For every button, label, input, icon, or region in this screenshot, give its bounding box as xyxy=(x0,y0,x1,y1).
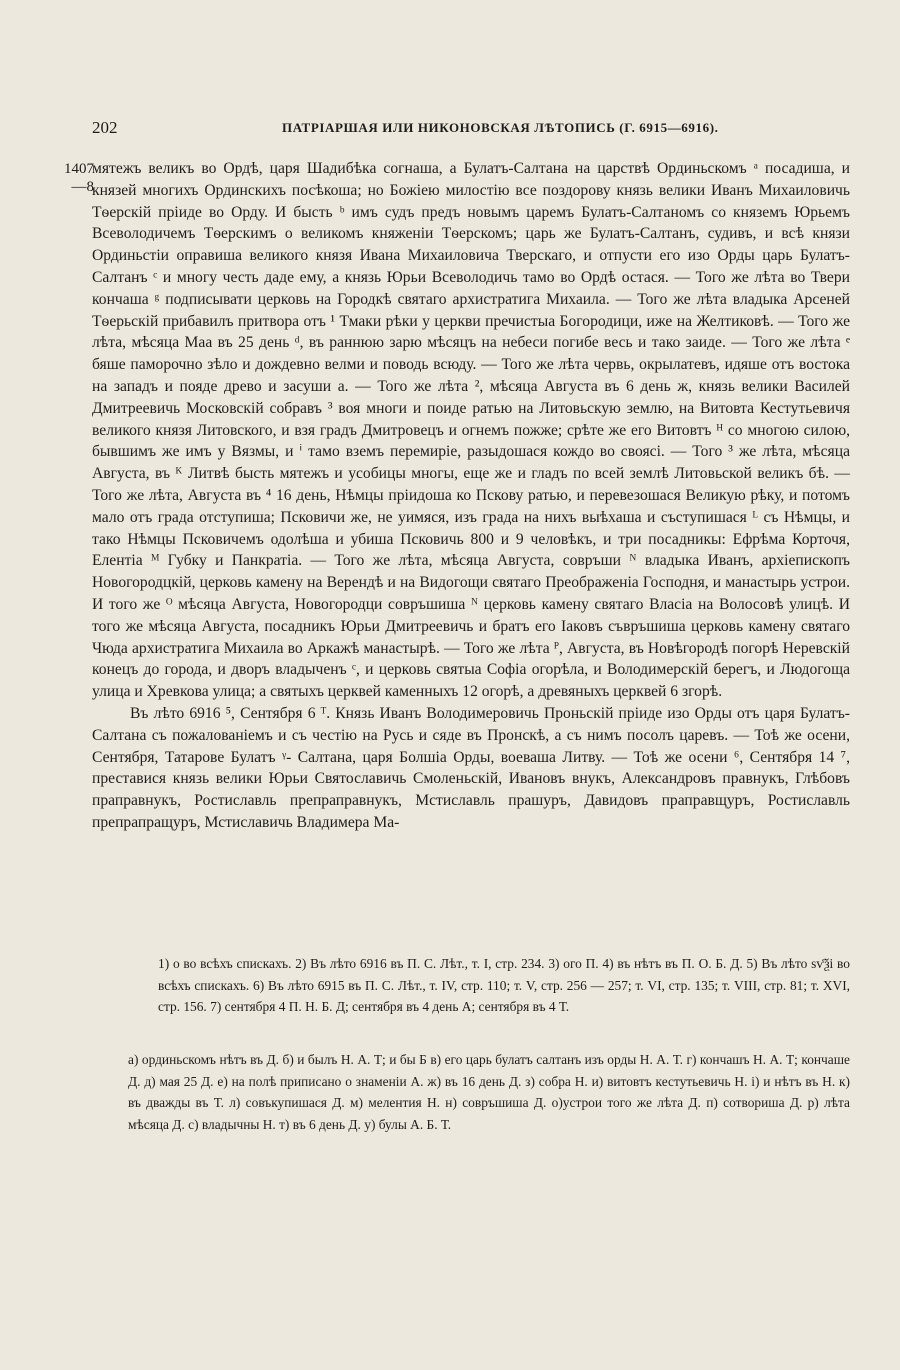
numbered-footnotes xyxy=(158,953,850,1018)
margin-year xyxy=(60,160,94,196)
page-number: 202 xyxy=(92,118,118,137)
margin-year-line-2: —8 xyxy=(71,179,94,195)
footnote-block: 1) о во всѣхъ спискахъ. 2) Въ лѣто 6916 въ П. С. Лѣт., т. I, стр. 234. 3) ого П. 4) въ нѣтъ въ П. О. Б. Д. 5) Въ лѣто ѕѵ҃ѯі во всѣхъ спискахъ. 6) Въ лѣто 6915 въ П. С. Лѣт., т. IV, стр. 110; т. V, стр. 256 — 257; т. VI, стр. 135; т. VIII, стр. 81; т. XVI, стр. 156. 7) сентября 4 П. Н. Б. Д; сентября въ 4 день А; сентября въ 4 Т. xyxy=(158,956,850,1014)
running-title: ПАТРІАРШАЯ ИЛИ НИКОНОВСКАЯ ЛѢТОПИСЬ (Г. 6915—6916). xyxy=(282,120,719,135)
lettered-variant-notes xyxy=(128,1049,850,1135)
variant-note-block: а) ординьскомъ нѣтъ въ Д. б) и былъ Н. А. Т; и бы Б в) его царь булатъ салтанъ изъ орды Н. А. Т. г) кончашъ Н. А. Т; кончаше Д. д) мая 25 Д. е) на полѣ приписано о знаменіи А. ж) въ 16 день Д. з) собра Н. и) витовтъ кестутьевичь Н. і) и нѣтъ въ Н. к) въ дважды въ Т. л) совъкупишася Д. м) мелентия Н. н) совръшиша Д. о)устрои того же лѣта Д. п) сотвориша Д. р) лѣта мѣсяца Д. с) владычны Н. т) въ 6 день Д. у) булы А. Б. Т. xyxy=(128,1052,850,1132)
chronicle-text xyxy=(92,158,850,834)
page-header xyxy=(92,118,852,144)
margin-year-line-1: 1407 xyxy=(64,161,94,177)
chronicle-paragraph-2: Въ лѣто 6916 ⁵, Сентября 6 ᵀ. Князь Иванъ Володимеровичь Проньскій пріиде изо Орды отъ царя Булатъ-Салтана съ пожалованіемъ и съ честію на Русь и сяде въ Пронскѣ, а съ нимъ посолъ царевъ. — Тоѣ же осени, Сентября, Татарове Булатъ ᵞ- Салтана, царя Болшіа Орды, воеваша Литву. — Тоѣ же осени ⁶, Сентября 14 ⁷, преставися князь велики Юрьи Святославичь Смоленьскій, Ивановъ внукъ, Александровъ правнукъ, Глѣбовъ праправнукъ, Ростиславль препраправнукъ, Мстиславль прашуръ, Давидовъ праправщуръ, Ростиславль препрапращуръ, Мстиславичь Владимера Ма- xyxy=(92,704,850,831)
chronicle-paragraph-1: мятежъ великъ во Ордѣ, царя Шадибѣка согнаша, а Булатъ-Салтана на царствѣ Ординьскомъ ᵃ посадиша, и князей многихъ Ординскихъ посѣкоша; но Божіею милостію все поздорову князь велики Иванъ Михаиловичь Тѳерскій пріиде во Орду. И бысть ᵇ имъ судъ предъ новымъ царемъ Булатъ-Салтаномъ со княземъ Юрьемъ Всеволодичемъ Тѳерскимъ о великомъ княженіи Тѳерскомъ; царь же Булатъ-Салтанъ, судивъ, и всѣ князи Ординьстіи оправиша великого князя Ивана Михаиловича Тверскаго, и отпусти его изо Орды царь Булатъ-Салтанъ ᶜ и многу честь даде ему, а князь Юрьи Всеволодичь тамо во Ордѣ остася. — Того же лѣта во Твери кончаша ᵍ подписывати церковь на Городкѣ святаго архистратига Михаила. — Того же лѣта владыка Арсеней Тѳерьскій прибавилъ притвора отъ ¹ Тмаки рѣки у церкви пречистыа Богородици, иже на Желтиковѣ. — Того же лѣта, мѣсяца Маа въ 25 день ᵈ, въ раннюю зарю мѣсяцъ на небеси погибе весь и тако заиде. — Того же лѣта ᵉ бяше паморочно зѣло и дождевно велми и поводь всюду. — Того же лѣта червь, окрылатевъ, идяше отъ востока на западъ и поядe древо и засуши а. — Того же лѣта ², мѣсяца Августа въ 6 день ж, князь велики Василей Дмитреевичь Московскій собравъ ³ воя многи и поиде ратью на Литовьскую землю, на Витовта Кестутьевичя великого князя Литовского, и взя градъ Дмитровецъ и огнемъ пожже; срѣте же его Витовтъ ᴴ со многою силою, бывшимъ же имъ у Вязмы, и ⁱ тамо вземъ перемиріе, разыдошася кождо во своясі. — Того ³ же лѣта, мѣсяца Августа, въ ᴷ Литвѣ бысть мятежъ и усобицы многы, еще же и гладъ по всей землѣ Литовьской великъ бѣ. — Того же лѣта, Августа въ ⁴ 16 день, Нѣмцы пріидоша ко Пскову ратью, и перевезошася Великую рѣку, и потомъ мало отъ града отступиша; Псковичи же, не уимяся, изъ града на нихъ выѣхаша и съступишася ᴸ съ Нѣмцы, и тако Нѣмцы Псковичемъ одолѣша и убиша Псковичь 800 и 9 человѣкъ, и три посадникы: Ефрѣма Корточя, Елентіа ᴹ Губку и Панкратіа. — Того же лѣта, мѣсяца Августа, совръши ᴺ владыка Иванъ, архіепископъ Новогородцкій, церковь камену на Верендѣ и на Видогощи святаго Преображеніа Господня, и манастырь устрои. И того же ᴼ мѣсяца Августа, Новогородци совръшиша ᴺ церковь камену святаго Власіа на Волосовѣ улицѣ. И того же мѣсяца Августа, посадникъ Юрьи Дмитреевичь и братъ его Іаковъ съвръшиша церковь камену святаго Чюда архистратига Михаила во Аркажѣ манастырѣ. — Того же лѣта ᴾ, Августа, въ Новѣгородѣ погорѣ Неревскій конецъ до города, и дворъ владыченъ ᶜ, и церковь святыа Софіа огорѣла, и Володимерскій берегъ, и Людогоща улица и Хревкова улица; а святыхъ церквей каменныхъ 12 огорѣ, а древяныхъ церквей 6 згорѣ. xyxy=(92,160,850,701)
